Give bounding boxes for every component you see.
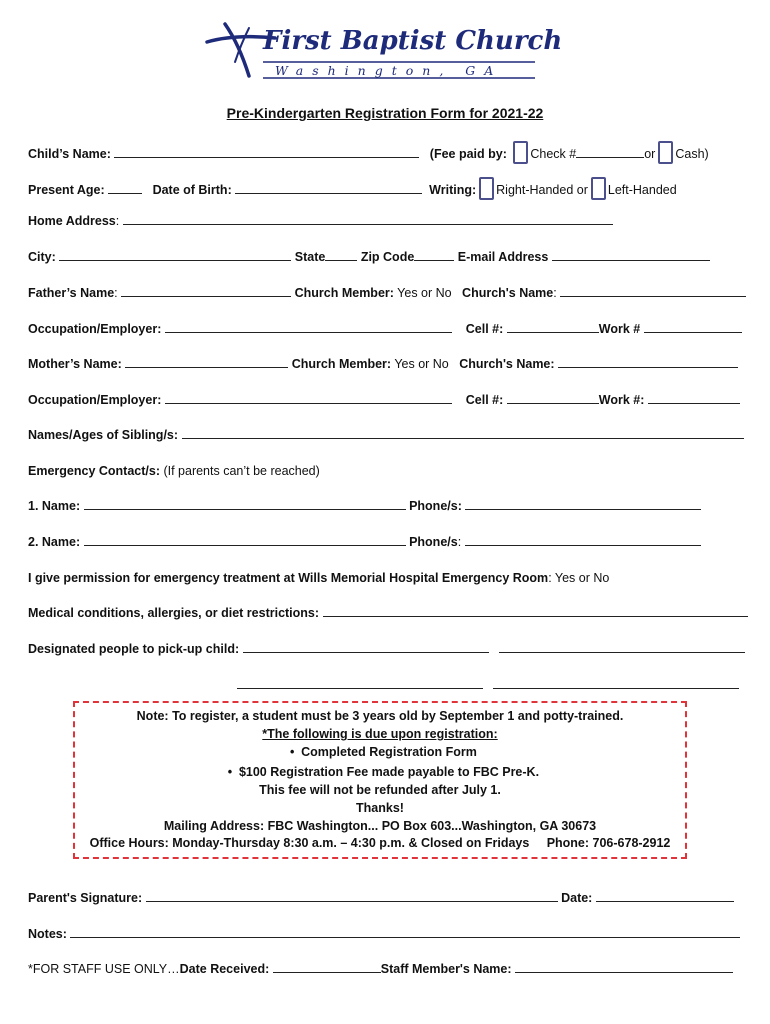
mother-occupation-field[interactable] bbox=[165, 391, 452, 404]
home-address-field[interactable] bbox=[123, 212, 613, 225]
form-title: Pre-Kindergarten Registration Form for 2021-22 bbox=[226, 105, 544, 121]
row-pickup-extra bbox=[237, 676, 739, 694]
emergency-name2-field[interactable] bbox=[84, 533, 406, 546]
row-signature bbox=[28, 889, 734, 907]
mother-name-label: Mother’s Name: bbox=[28, 357, 122, 371]
father-work-field[interactable] bbox=[644, 320, 742, 333]
mother-work-label: Work #: bbox=[598, 393, 645, 407]
emergency-label: Emergency Contact/s: bbox=[28, 464, 160, 478]
date-received-field[interactable] bbox=[273, 960, 381, 973]
row-mother bbox=[28, 355, 738, 373]
colon: : bbox=[115, 214, 120, 228]
colon: : bbox=[457, 535, 462, 549]
row-child-name bbox=[28, 141, 709, 159]
notes-label: Notes: bbox=[28, 927, 67, 941]
note-item-1 bbox=[75, 745, 685, 759]
home-address-label: Home Address bbox=[28, 214, 116, 228]
registration-note-box bbox=[73, 701, 687, 859]
staff-member-label: Staff Member's Name: bbox=[380, 962, 512, 976]
note-item-2 bbox=[75, 765, 685, 779]
staff-prefix: *FOR STAFF USE ONLY… bbox=[28, 962, 180, 976]
row-city bbox=[28, 248, 710, 266]
left-handed-checkbox[interactable] bbox=[591, 177, 606, 200]
note-due-text: *The following is due upon registration: bbox=[262, 727, 498, 741]
note-item-1-text: Completed Registration Form bbox=[301, 745, 477, 759]
emergency-name1-label: 1. Name: bbox=[28, 499, 81, 513]
parent-signature-field[interactable] bbox=[146, 889, 558, 902]
emergency-phone1-label: Phone/s: bbox=[409, 499, 462, 513]
row-emergency-1 bbox=[28, 497, 701, 515]
father-cell-field[interactable] bbox=[507, 320, 599, 333]
row-mother-occupation bbox=[28, 391, 740, 409]
present-age-field[interactable] bbox=[108, 181, 142, 194]
check-checkbox[interactable] bbox=[513, 141, 528, 164]
right-handed-checkbox[interactable] bbox=[479, 177, 494, 200]
zip-label: Zip Code bbox=[360, 250, 415, 264]
present-age-label: Present Age: bbox=[28, 183, 105, 197]
cash-checkbox[interactable] bbox=[658, 141, 673, 164]
child-name-field[interactable] bbox=[114, 145, 419, 158]
colon: : bbox=[114, 286, 118, 300]
note-line-2 bbox=[75, 727, 685, 741]
pickup-label: Designated people to pick-up child: bbox=[28, 642, 240, 656]
check-number-field[interactable] bbox=[576, 145, 644, 158]
email-label: E-mail Address bbox=[457, 250, 549, 264]
note-mailing: Mailing Address: FBC Washington... PO Box 603...Washington, GA 30673 bbox=[163, 819, 597, 833]
emergency-phone2-label: Phone/s bbox=[409, 535, 458, 549]
row-father-occupation bbox=[28, 320, 742, 338]
mother-cell-label: Cell #: bbox=[465, 393, 504, 407]
church-logo bbox=[205, 22, 563, 84]
zip-field[interactable] bbox=[414, 248, 454, 261]
mother-cell-field[interactable] bbox=[507, 391, 599, 404]
city-field[interactable] bbox=[59, 248, 291, 261]
father-cell-label: Cell #: bbox=[465, 322, 504, 336]
pickup-field-3[interactable] bbox=[237, 676, 483, 689]
date-received-label: Date Received: bbox=[179, 962, 270, 976]
child-name-label: Child’s Name: bbox=[28, 147, 111, 161]
father-church-field[interactable] bbox=[560, 284, 746, 297]
siblings-label: Names/Ages of Sibling/s: bbox=[28, 428, 179, 442]
emergency-phone1-field[interactable] bbox=[465, 497, 701, 510]
emergency-name1-field[interactable] bbox=[84, 497, 406, 510]
cash-label: Cash) bbox=[675, 147, 709, 161]
notes-field[interactable] bbox=[70, 925, 740, 938]
pickup-field-4[interactable] bbox=[493, 676, 739, 689]
row-medical bbox=[28, 604, 748, 622]
right-handed-label: Right-Handed or bbox=[496, 183, 588, 197]
medical-field[interactable] bbox=[323, 604, 748, 617]
father-member-label: Church Member: bbox=[294, 286, 394, 300]
permission-text: I give permission for emergency treatment at Wills Memorial Hospital Emergency Room bbox=[28, 571, 549, 585]
row-siblings bbox=[28, 426, 744, 444]
row-notes bbox=[28, 925, 740, 943]
row-age bbox=[28, 177, 677, 195]
pickup-field-1[interactable] bbox=[243, 640, 489, 653]
permission-answer: : Yes or No bbox=[548, 571, 610, 585]
mother-name-field[interactable] bbox=[125, 355, 288, 368]
state-label: State bbox=[294, 250, 326, 264]
staff-member-field[interactable] bbox=[515, 960, 733, 973]
emergency-note: (If parents can’t be reached) bbox=[159, 464, 320, 478]
or-text: or bbox=[644, 147, 656, 161]
row-home-address bbox=[28, 212, 613, 230]
bullet-icon: • bbox=[289, 745, 295, 759]
note-hours-row bbox=[75, 836, 685, 850]
mother-church-label: Church's Name: bbox=[459, 357, 555, 371]
bullet-icon: • bbox=[227, 765, 233, 779]
note-line-5: This fee will not be refunded after July 1. bbox=[259, 783, 501, 797]
logo-subtitle: Washington, GA bbox=[275, 63, 503, 78]
state-field[interactable] bbox=[325, 248, 357, 261]
row-emergency bbox=[28, 462, 320, 480]
siblings-field[interactable] bbox=[182, 426, 744, 439]
note-item-2-text: $100 Registration Fee made payable to FBC Pre-K. bbox=[238, 765, 540, 779]
dob-label: Date of Birth: bbox=[152, 183, 232, 197]
mother-work-field[interactable] bbox=[648, 391, 740, 404]
medical-label: Medical conditions, allergies, or diet restrictions: bbox=[28, 606, 320, 620]
dob-field[interactable] bbox=[235, 181, 422, 194]
note-phone: Phone: 706-678-2912 bbox=[546, 836, 671, 850]
emergency-name2-label: 2. Name: bbox=[28, 535, 81, 549]
mother-church-field[interactable] bbox=[558, 355, 738, 368]
left-handed-label: Left-Handed bbox=[607, 183, 677, 197]
row-staff bbox=[28, 960, 733, 978]
father-name-label: Father’s Name bbox=[28, 286, 115, 300]
logo-title: First Baptist Church bbox=[263, 26, 563, 56]
check-label: Check # bbox=[530, 147, 577, 161]
father-name-field[interactable] bbox=[121, 284, 291, 297]
signature-date-label: Date: bbox=[561, 891, 593, 905]
signature-date-field[interactable] bbox=[596, 889, 734, 902]
note-line-6: Thanks! bbox=[356, 801, 404, 815]
mother-yes-no: Yes or No bbox=[391, 357, 449, 371]
father-church-label: Church's Name bbox=[462, 286, 554, 300]
father-work-label: Work # bbox=[598, 322, 641, 336]
fee-paid-label: (Fee paid by: bbox=[429, 147, 507, 161]
mother-occupation-label: Occupation/Employer: bbox=[28, 393, 162, 407]
email-field[interactable] bbox=[552, 248, 710, 261]
row-permission bbox=[28, 569, 609, 587]
parent-signature-label: Parent's Signature: bbox=[28, 891, 143, 905]
note-hours: Office Hours: Monday-Thursday 8:30 a.m. – 4:30 p.m. & Closed on Fridays bbox=[89, 836, 530, 850]
row-emergency-2 bbox=[28, 533, 701, 551]
row-father bbox=[28, 284, 746, 302]
note-line-1: Note: To register, a student must be 3 years old by September 1 and potty-trained. bbox=[136, 709, 624, 723]
pickup-field-2[interactable] bbox=[499, 640, 745, 653]
emergency-phone2-field[interactable] bbox=[465, 533, 701, 546]
row-pickup bbox=[28, 640, 745, 658]
father-yes-no: Yes or No bbox=[393, 286, 452, 300]
father-occupation-field[interactable] bbox=[165, 320, 452, 333]
colon: : bbox=[553, 286, 557, 300]
writing-label: Writing: bbox=[429, 183, 477, 197]
father-occupation-label: Occupation/Employer: bbox=[28, 322, 162, 336]
mother-member-label: Church Member: bbox=[291, 357, 392, 371]
city-label: City: bbox=[28, 250, 56, 264]
